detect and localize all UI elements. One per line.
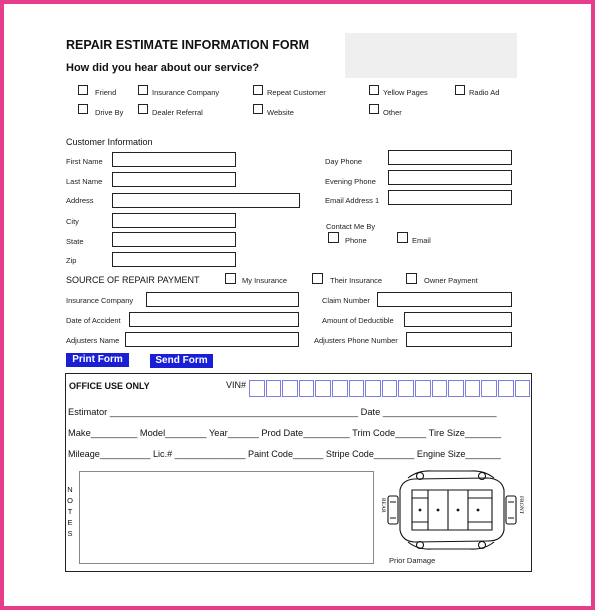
- vin-cell[interactable]: [365, 380, 381, 397]
- other-checkbox[interactable]: [369, 104, 379, 114]
- other-label: Other: [383, 108, 402, 117]
- date-of-accident-field[interactable]: [129, 312, 299, 327]
- owner-payment-checkbox[interactable]: [406, 273, 417, 284]
- friend-label: Friend: [95, 88, 117, 97]
- notes-letter: O: [67, 496, 73, 505]
- website-checkbox[interactable]: [253, 104, 263, 114]
- insurance-company-label: Insurance Company: [152, 88, 220, 97]
- first-name-label: First Name: [66, 157, 103, 166]
- their-insurance-label: Their Insurance: [330, 276, 383, 285]
- adjusters-phone-field[interactable]: [406, 332, 512, 347]
- first-name-field[interactable]: [112, 152, 236, 167]
- friend-checkbox[interactable]: [78, 85, 88, 95]
- repeat-customer-label: Repeat Customer: [267, 88, 326, 97]
- adjusters-name-field[interactable]: [125, 332, 299, 347]
- estimator-date-line[interactable]: Estimator ________________________________________________ Date ______________________: [68, 407, 497, 417]
- radio-ad-label: Radio Ad: [469, 88, 500, 97]
- insurance-company-field-label: Insurance Company: [66, 296, 134, 305]
- vin-cell[interactable]: [448, 380, 464, 397]
- contact-me-by-label: Contact Me By: [326, 222, 376, 231]
- dealer-referral-label: Dealer Referral: [152, 108, 203, 117]
- last-name-field[interactable]: [112, 172, 236, 187]
- amount-of-deductible-field[interactable]: [404, 312, 512, 327]
- yellow-pages-checkbox[interactable]: [369, 85, 379, 95]
- notes-letter: E: [67, 518, 73, 527]
- vin-cell[interactable]: [481, 380, 497, 397]
- last-name-label: Last Name: [66, 177, 103, 186]
- car-damage-diagram[interactable]: [372, 468, 527, 558]
- logo-placeholder: [345, 33, 517, 78]
- zip-field[interactable]: [112, 252, 236, 267]
- state-label: State: [66, 237, 84, 246]
- owner-payment-label: Owner Payment: [424, 276, 478, 285]
- drive-by-checkbox[interactable]: [78, 104, 88, 114]
- claim-number-label: Claim Number: [322, 296, 370, 305]
- vin-cell[interactable]: [266, 380, 282, 397]
- vin-cell[interactable]: [299, 380, 315, 397]
- claim-number-field[interactable]: [377, 292, 512, 307]
- email-address-label: Email Address 1: [325, 196, 380, 205]
- notes-vertical-label: [66, 484, 74, 539]
- notes-textarea[interactable]: [79, 471, 374, 564]
- radio-ad-checkbox[interactable]: [455, 85, 465, 95]
- vin-input-grid[interactable]: [249, 380, 534, 398]
- vin-cell[interactable]: [398, 380, 414, 397]
- vin-cell[interactable]: [498, 380, 514, 397]
- contact-email-checkbox[interactable]: [397, 232, 408, 243]
- yellow-pages-label: Yellow Pages: [383, 88, 428, 97]
- print-form-button[interactable]: Print Form: [66, 353, 129, 367]
- vin-cell[interactable]: [465, 380, 481, 397]
- evening-phone-label: Evening Phone: [325, 177, 376, 186]
- dealer-referral-checkbox[interactable]: [138, 104, 148, 114]
- vin-cell[interactable]: [382, 380, 398, 397]
- contact-email-label: Email: [412, 236, 431, 245]
- notes-letter: N: [67, 485, 73, 494]
- adjusters-phone-label: Adjusters Phone Number: [314, 336, 398, 345]
- day-phone-field[interactable]: [388, 150, 512, 165]
- insurance-company-checkbox[interactable]: [138, 85, 148, 95]
- zip-label: Zip: [66, 256, 77, 265]
- send-form-button[interactable]: Send Form: [150, 354, 213, 368]
- address-label: Address: [66, 196, 94, 205]
- state-field[interactable]: [112, 232, 236, 247]
- form-title: REPAIR ESTIMATE INFORMATION FORM: [66, 38, 310, 52]
- vin-cell[interactable]: [332, 380, 348, 397]
- my-insurance-checkbox[interactable]: [225, 273, 236, 284]
- city-field[interactable]: [112, 213, 236, 228]
- office-use-heading: OFFICE USE ONLY: [69, 381, 150, 391]
- notes-letter: T: [67, 507, 73, 516]
- vehicle-details-line[interactable]: Make_________ Model________ Year______ Prod Date_________ Trim Code______ Tire Size_______: [68, 428, 502, 438]
- city-label: City: [66, 217, 79, 226]
- amount-of-deductible-label: Amount of Deductible: [322, 316, 394, 325]
- vin-cell[interactable]: [415, 380, 431, 397]
- referral-question: How did you hear about our service?: [66, 62, 260, 74]
- vin-cell[interactable]: [315, 380, 331, 397]
- prior-damage-label: Prior Damage: [389, 556, 436, 565]
- website-label: Website: [267, 108, 294, 117]
- notes-letter: S: [67, 529, 73, 538]
- customer-info-heading: Customer Information: [66, 137, 153, 147]
- drive-by-label: Drive By: [95, 108, 124, 117]
- adjusters-name-label: Adjusters Name: [66, 336, 120, 345]
- vin-cell[interactable]: [249, 380, 265, 397]
- contact-phone-label: Phone: [345, 236, 367, 245]
- vin-cell[interactable]: [349, 380, 365, 397]
- repeat-customer-checkbox[interactable]: [253, 85, 263, 95]
- insurance-company-field[interactable]: [146, 292, 299, 307]
- address-field[interactable]: [112, 193, 300, 208]
- contact-phone-checkbox[interactable]: [328, 232, 339, 243]
- payment-source-heading: SOURCE OF REPAIR PAYMENT: [66, 275, 200, 285]
- vehicle-codes-line[interactable]: Mileage__________ Lic.# ______________ Paint Code______ Stripe Code________ Engine Size_______: [68, 449, 501, 459]
- rear-label: REAR: [380, 498, 386, 513]
- email-address-field[interactable]: [388, 190, 512, 205]
- their-insurance-checkbox[interactable]: [312, 273, 323, 284]
- evening-phone-field[interactable]: [388, 170, 512, 185]
- vin-label: VIN#: [226, 380, 247, 390]
- date-of-accident-label: Date of Accident: [66, 316, 121, 325]
- my-insurance-label: My Insurance: [242, 276, 288, 285]
- vin-cell[interactable]: [515, 380, 531, 397]
- front-label: FRONT: [518, 496, 524, 515]
- vin-cell[interactable]: [282, 380, 298, 397]
- vin-cell[interactable]: [432, 380, 448, 397]
- day-phone-label: Day Phone: [325, 157, 363, 166]
